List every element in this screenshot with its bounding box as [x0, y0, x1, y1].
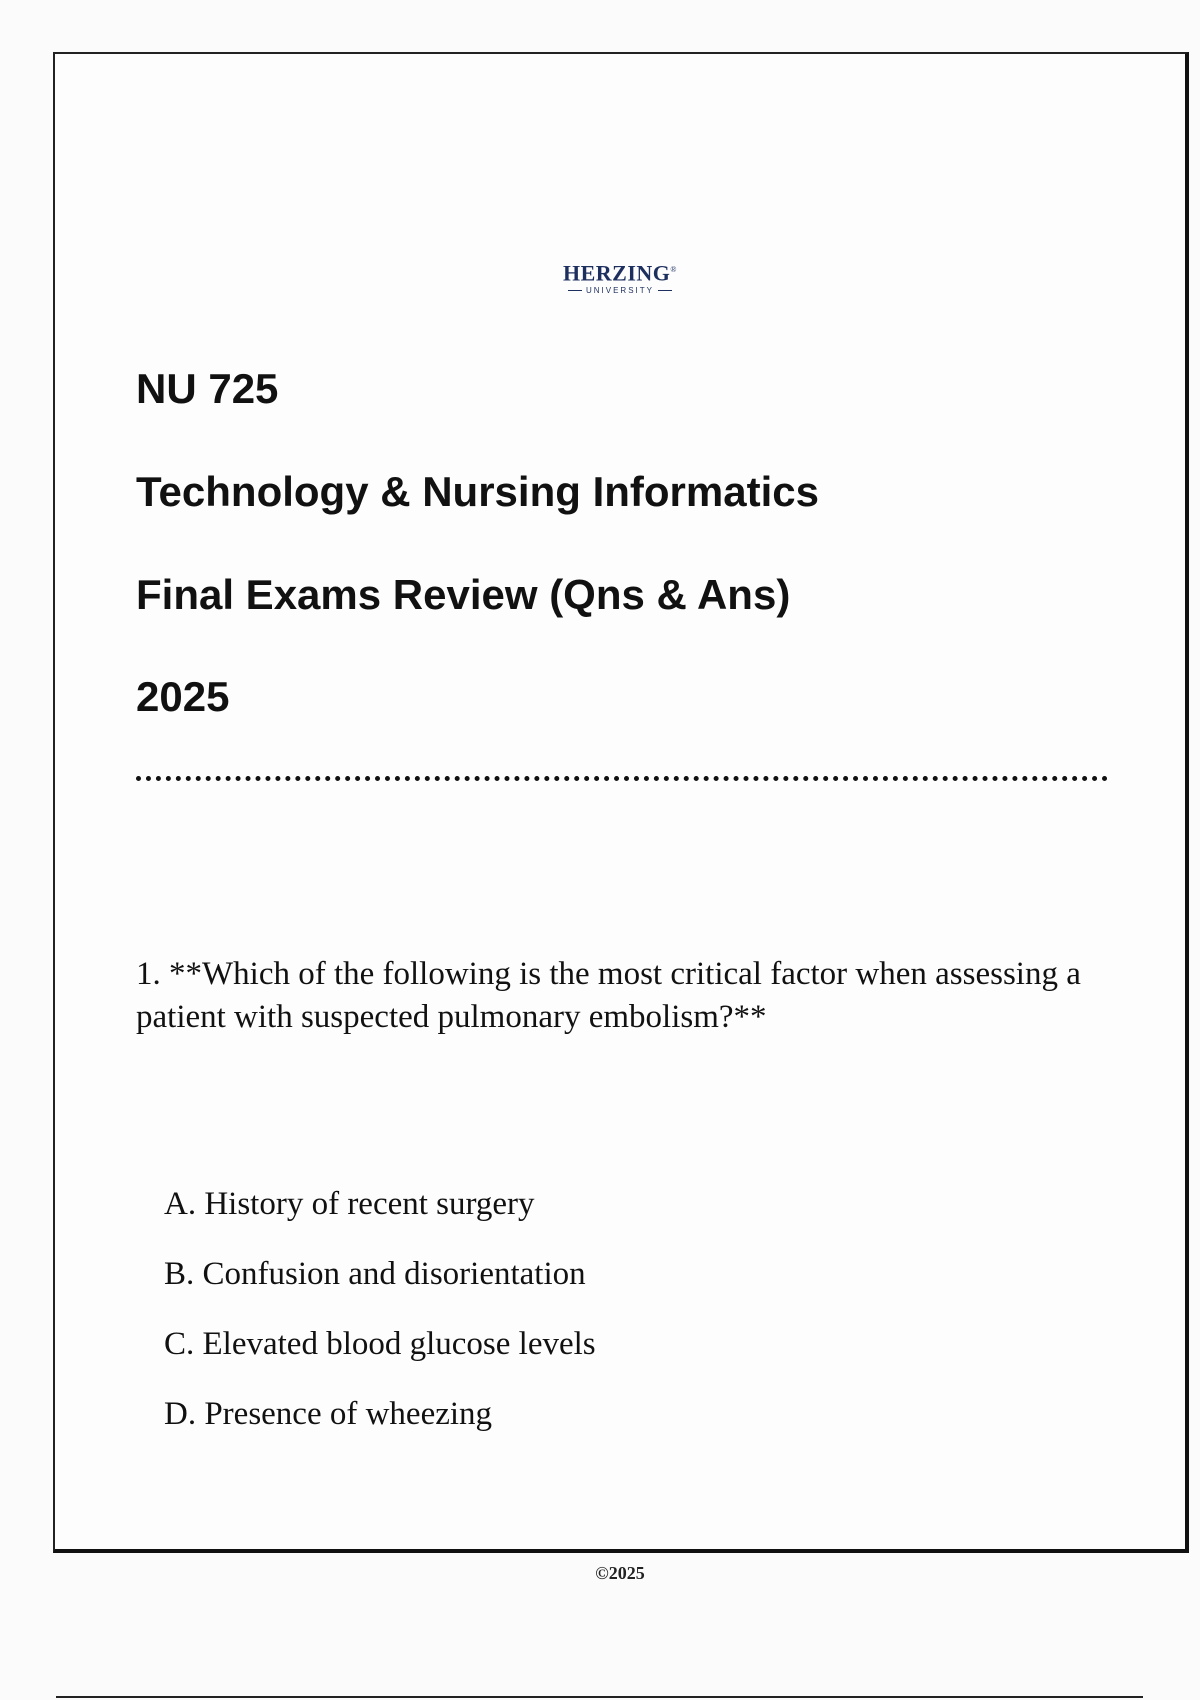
logo-rule-left [568, 290, 582, 291]
year-heading: 2025 [136, 673, 230, 720]
logo-subtitle-row [55, 286, 1185, 295]
copyright-footer: ©2025 [595, 1563, 645, 1583]
course-title-heading: Technology & Nursing Informatics [136, 468, 819, 515]
logo-rule-right [658, 290, 672, 291]
herzing-university-logo [55, 258, 1185, 295]
answer-options-list [164, 1184, 596, 1464]
document-page [53, 52, 1189, 1583]
answer-option-d: D. Presence of wheezing [164, 1396, 493, 1432]
question-text: 1. **Which of the following is the most critical factor when assessing a patient with suspected pulmonary embolism?** [136, 956, 1081, 1035]
course-code-heading: NU 725 [136, 365, 279, 412]
logo-wordmark: HERZING® [563, 260, 677, 286]
answer-option-c: C. Elevated blood glucose levels [164, 1326, 596, 1362]
dotted-divider [136, 776, 1108, 781]
answer-option-a: A. History of recent surgery [164, 1186, 535, 1222]
logo-subtitle: UNIVERSITY [585, 286, 654, 296]
answer-option-b: B. Confusion and disorientation [164, 1256, 586, 1292]
review-title-heading: Final Exams Review (Qns & Ans) [136, 571, 791, 618]
next-page-edge [56, 1696, 1143, 1698]
